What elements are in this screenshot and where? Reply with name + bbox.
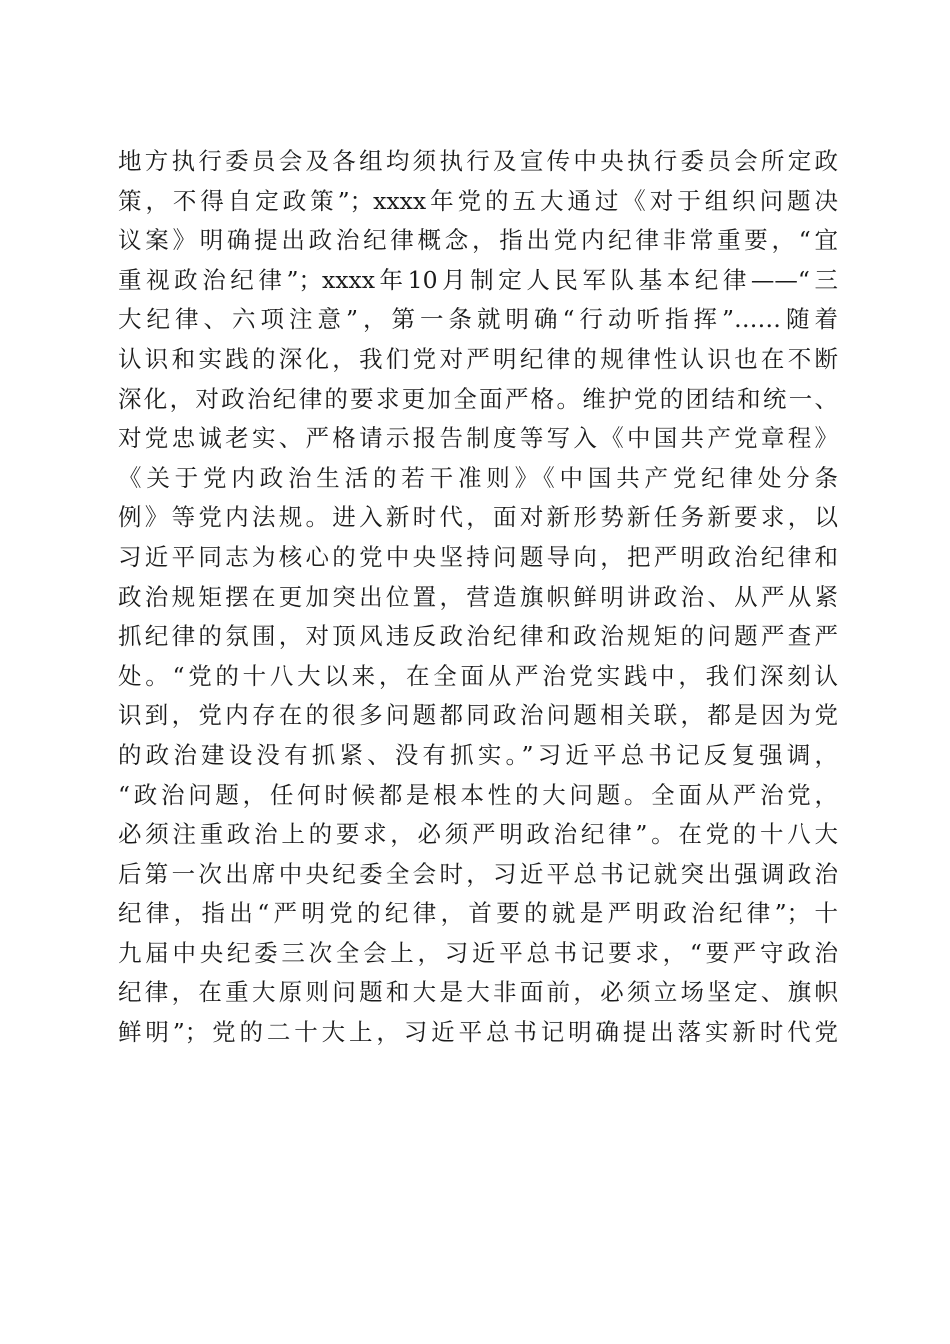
- text-line: 九届中央纪委三次全会上，习近平总书记要求，“要严守政治: [118, 938, 838, 967]
- text-line: 的政治建设没有抓紧、没有抓实。”习近平总书记反复强调，: [118, 740, 838, 769]
- text-line: 认识和实践的深化，我们党对严明纪律的规律性认识也在不断: [118, 344, 838, 373]
- text-line: 纪律，在重大原则问题和大是大非面前，必须立场坚定、旗帜: [118, 978, 838, 1007]
- text-line: 地方执行委员会及各组均须执行及宣传中央执行委员会所定政: [118, 147, 838, 175]
- text-line: 《关于党内政治生活的若干准则》《中国共产党纪律处分条: [118, 463, 838, 492]
- text-line: 例》等党内法规。进入新时代，面对新形势新任务新要求，以: [118, 503, 838, 532]
- text-line: 策，不得自定政策”；xxxx年党的五大通过《对于组织问题决: [118, 186, 838, 215]
- text-line: 大纪律、六项注意”，第一条就明确“行动听指挥”……随着: [118, 305, 838, 334]
- text-line: 习近平同志为核心的党中央坚持问题导向，把严明政治纪律和: [118, 542, 838, 571]
- text-line: 政治规矩摆在更加突出位置，营造旗帜鲜明讲政治、从严从紧: [118, 582, 838, 611]
- text-line: 纪律，指出“严明党的纪律，首要的就是严明政治纪律”；十: [118, 899, 838, 928]
- text-line: 议案》明确提出政治纪律概念，指出党内纪律非常重要，“宜: [118, 226, 838, 255]
- text-line: 重视政治纪律”；xxxx年10月制定人民军队基本纪律——“三: [118, 265, 838, 294]
- text-line: 必须注重政治上的要求，必须严明政治纪律”。在党的十八大: [118, 820, 838, 849]
- text-line: 鲜明”；党的二十大上，习近平总书记明确提出落实新时代党: [118, 1018, 838, 1047]
- text-line: 深化，对政治纪律的要求更加全面严格。维护党的团结和统一、: [118, 384, 838, 413]
- text-line: 后第一次出席中央纪委全会时，习近平总书记就突出强调政治: [118, 859, 838, 888]
- text-line: “政治问题，任何时候都是根本性的大问题。全面从严治党，: [118, 780, 838, 809]
- text-line: 对党忠诚老实、严格请示报告制度等写入《中国共产党章程》: [118, 424, 838, 453]
- text-line: 处。“党的十八大以来，在全面从严治党实践中，我们深刻认: [118, 661, 838, 690]
- body-text: [118, 142, 838, 1053]
- text-line: 识到，党内存在的很多问题都同政治问题相关联，都是因为党: [118, 701, 838, 730]
- text-line: 抓纪律的氛围，对顶风违反政治纪律和政治规矩的问题严查严: [118, 622, 838, 651]
